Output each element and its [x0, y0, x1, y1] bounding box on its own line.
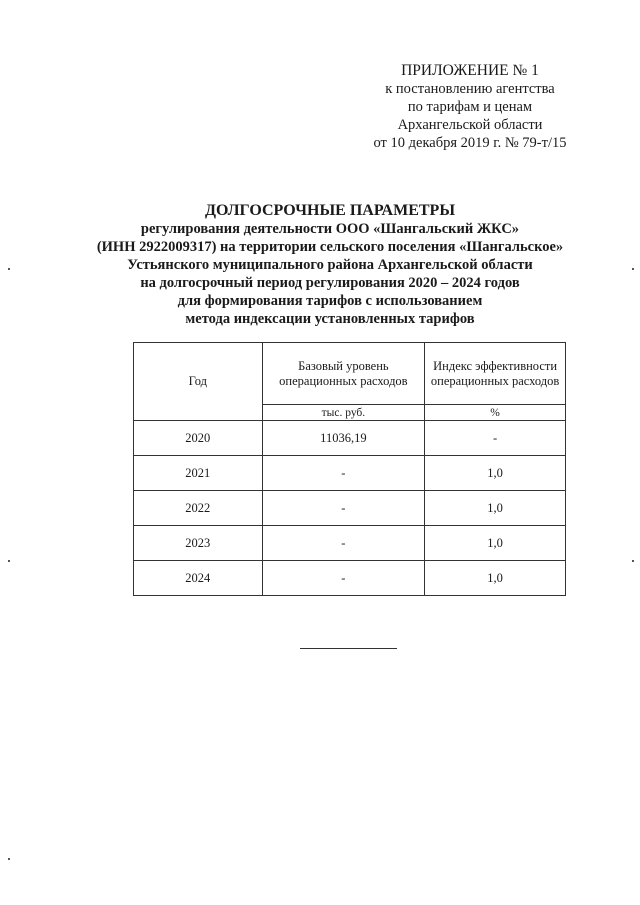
header-base-level: Базовый уровень операционных расходов [262, 343, 425, 405]
unit-base-level: тыс. руб. [262, 405, 425, 421]
cell-efficiency-index: 1,0 [425, 561, 566, 596]
appendix-title: ПРИЛОЖЕНИЕ № 1 [401, 62, 539, 79]
cell-efficiency-index: 1,0 [425, 456, 566, 491]
document-title: ДОЛГОСРОЧНЫЕ ПАРАМЕТРЫ [204, 202, 456, 219]
table-header-row [134, 343, 566, 405]
appendix-date-line: от 10 декабря 2019 г. № 79-т/15 [373, 135, 567, 151]
cell-base-level: - [262, 561, 425, 596]
table-row [134, 456, 566, 491]
header-efficiency-index: Индекс эффективности операционных расходов [425, 343, 566, 405]
parameters-table [133, 342, 566, 596]
appendix-line: Архангельской области [397, 117, 543, 133]
heading-line: (ИНН 2922009317) на территории сельского поселения «Шангальское» [96, 239, 564, 255]
cell-year: 2020 [134, 421, 263, 456]
table-row [134, 526, 566, 561]
heading-line: регулирования деятельности ООО «Шангальский ЖКС» [140, 221, 520, 237]
cell-efficiency-index: 1,0 [425, 491, 566, 526]
cell-year: 2021 [134, 456, 263, 491]
table-row [134, 421, 566, 456]
scan-speck [8, 560, 10, 562]
closing-rule [300, 648, 397, 649]
cell-efficiency-index: 1,0 [425, 526, 566, 561]
cell-year: 2023 [134, 526, 263, 561]
table-row [134, 491, 566, 526]
scan-speck [632, 560, 634, 562]
cell-base-level: - [262, 526, 425, 561]
cell-efficiency-index: - [425, 421, 566, 456]
table-row [134, 561, 566, 596]
scan-speck [8, 268, 10, 270]
header-year: Год [134, 343, 263, 421]
heading-line: метода индексации установленных тарифов [185, 311, 475, 327]
cell-base-level: - [262, 491, 425, 526]
scan-speck [8, 858, 10, 860]
appendix-line: к постановлению агентства [385, 81, 555, 97]
appendix-block [340, 62, 600, 152]
heading-line: на долгосрочный период регулирования 2020 – 2024 годов [140, 275, 520, 291]
cell-base-level: 11036,19 [262, 421, 425, 456]
scan-speck [632, 268, 634, 270]
cell-base-level: - [262, 456, 425, 491]
document-heading [60, 202, 600, 328]
unit-efficiency-index: % [425, 405, 566, 421]
heading-line: Устьянского муниципального района Архангельской области [127, 257, 533, 273]
heading-line: для формирования тарифов с использованием [177, 293, 483, 309]
cell-year: 2024 [134, 561, 263, 596]
appendix-line: по тарифам и ценам [407, 99, 533, 115]
cell-year: 2022 [134, 491, 263, 526]
